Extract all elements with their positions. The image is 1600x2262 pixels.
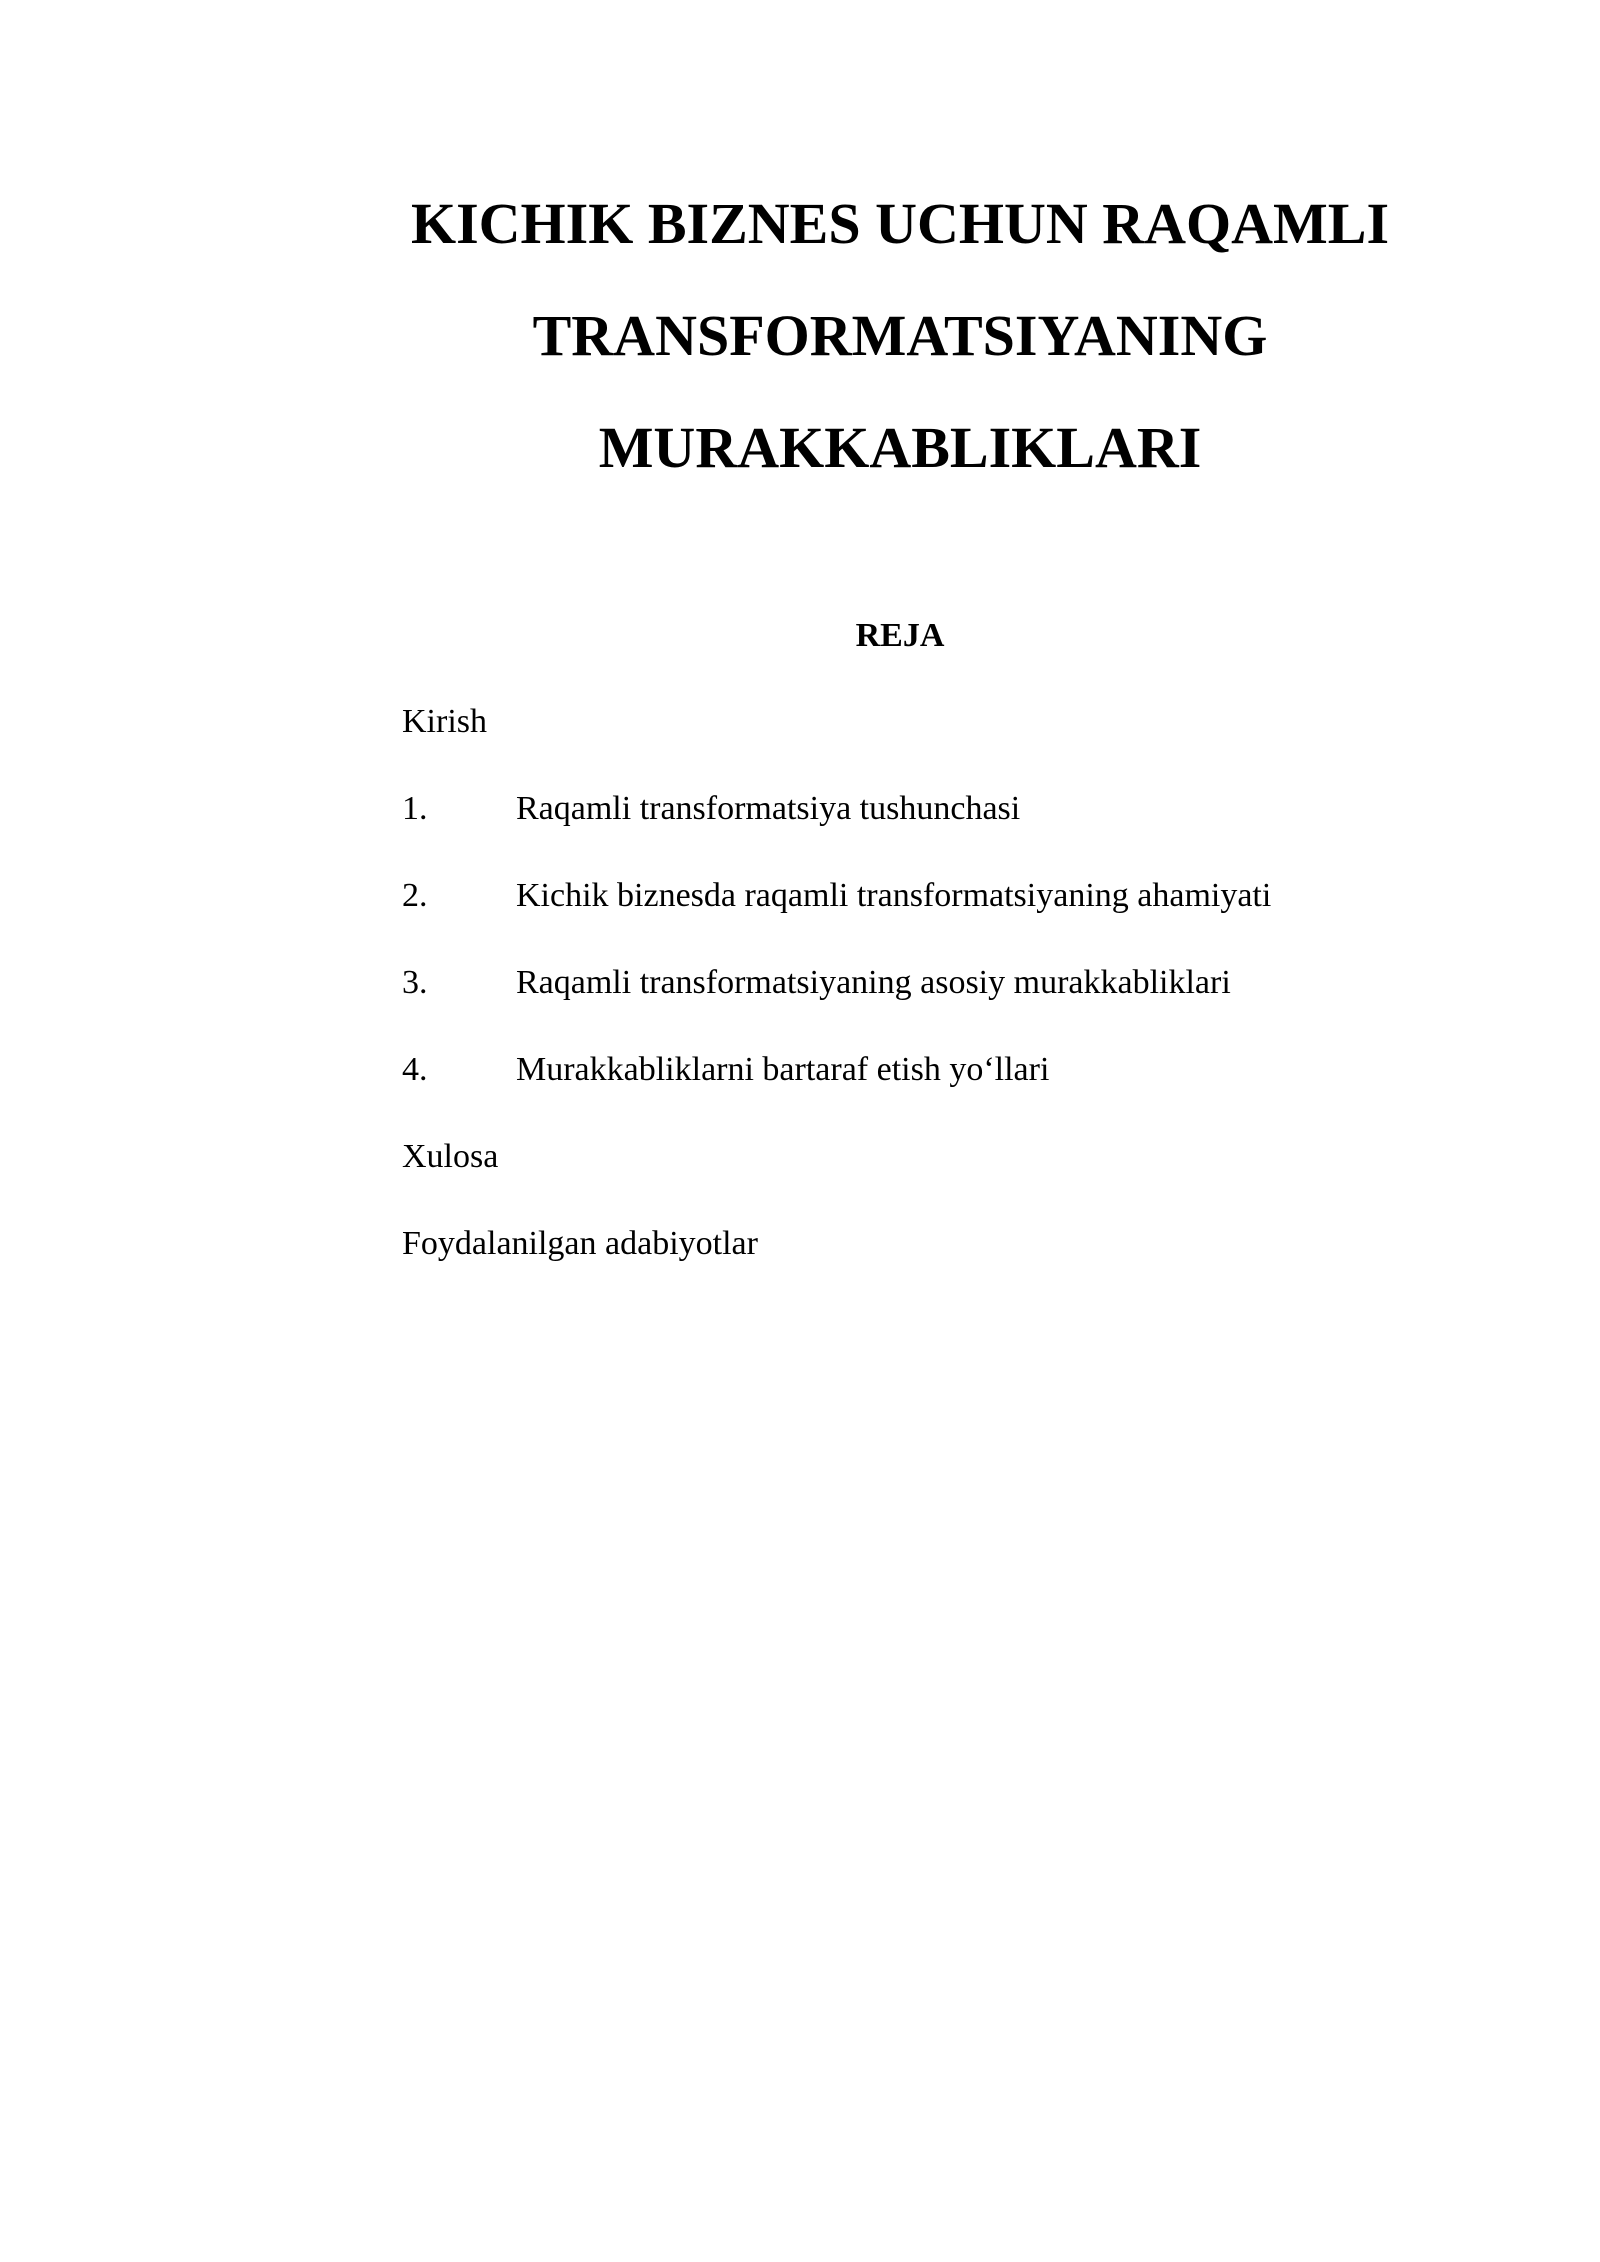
plan-item-number: 1. xyxy=(402,790,428,827)
document-title xyxy=(340,168,1460,504)
plan-item-text: Raqamli transformatsiyaning asosiy murakkabliklari xyxy=(516,964,1231,1001)
plan-item-references xyxy=(402,1222,1462,1309)
plan-item-number: 3. xyxy=(402,964,428,1001)
plan-item-text: Xulosa xyxy=(402,1138,499,1175)
plan-item-text: Raqamli transformatsiya tushunchasi xyxy=(516,790,1021,827)
plan-heading: REJA xyxy=(855,617,945,654)
plan-item-2 xyxy=(402,874,1462,961)
plan-item-intro xyxy=(402,700,1462,787)
plan-item-text: Kirish xyxy=(402,703,487,740)
plan-item-3 xyxy=(402,961,1462,1048)
title-line-2: TRANSFORMATSIYANING xyxy=(532,303,1268,368)
plan-list xyxy=(402,700,1462,1309)
plan-item-1 xyxy=(402,787,1462,874)
plan-item-text: Foydalanilgan adabiyotlar xyxy=(402,1225,758,1262)
title-line-3: MURAKKABLIKLARI xyxy=(598,415,1202,480)
plan-item-conclusion xyxy=(402,1135,1462,1222)
plan-item-4 xyxy=(402,1048,1462,1135)
plan-item-number: 2. xyxy=(402,877,428,914)
plan-item-text: Murakkabliklarni bartaraf etish yo‘llari xyxy=(516,1051,1050,1088)
title-line-1: KICHIK BIZNES UCHUN RAQAMLI xyxy=(410,191,1390,256)
plan-item-number: 4. xyxy=(402,1051,428,1088)
plan-item-text: Kichik biznesda raqamli transformatsiyaning ahamiyati xyxy=(516,877,1272,914)
